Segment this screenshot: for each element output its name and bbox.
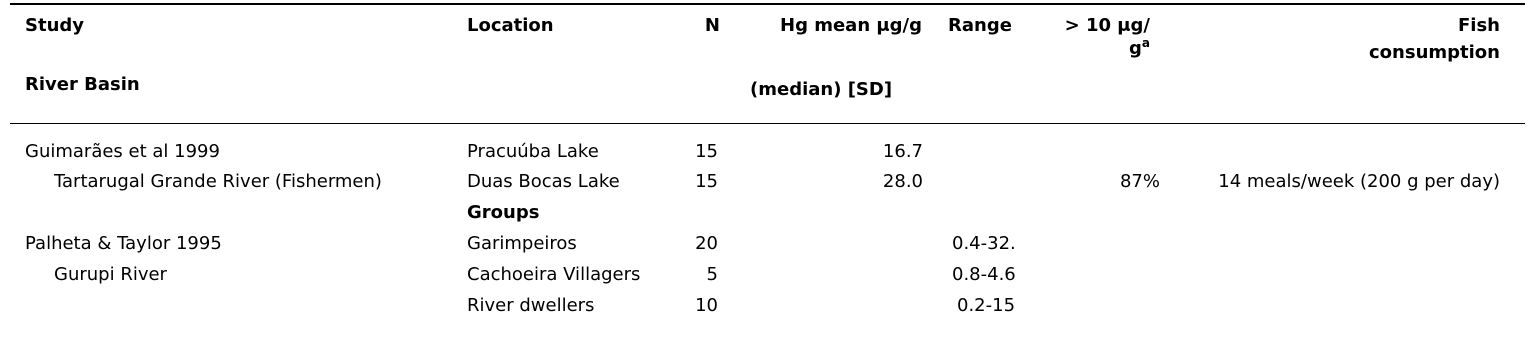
header-location: Location <box>467 15 554 36</box>
cell-n: 20 <box>695 233 718 254</box>
cell-hg-mean: 28.0 <box>882 171 923 192</box>
cell-study: Tartarugal Grande River (Fishermen) <box>54 171 382 192</box>
cell-hg-mean: 16.7 <box>882 141 923 162</box>
cell-over10: 87% <box>1119 171 1160 192</box>
cell-n: 10 <box>695 295 718 316</box>
cell-range: 0.2-15 <box>957 295 1016 316</box>
header-river-basin: River Basin <box>25 74 140 95</box>
cell-location: Garimpeiros <box>467 233 577 254</box>
cell-n: 15 <box>695 141 718 162</box>
cell-study: Guimarães et al 1999 <box>25 141 220 162</box>
cell-location: Duas Bocas Lake <box>467 171 620 192</box>
cell-location: Pracuúba Lake <box>467 141 599 162</box>
cell-n: 5 <box>706 264 718 285</box>
header-over10-line2: $g^a$ <box>1129 36 1150 59</box>
header-range: Range <box>948 15 1012 36</box>
cell-n: 15 <box>695 171 718 192</box>
header-hg-mean-sub: (median) [SD] <box>750 79 893 100</box>
header-fish-line2: consumption <box>1369 42 1500 63</box>
header-over10-line1: > 10 μg/ <box>1064 15 1150 36</box>
cell-study: Palheta & Taylor 1995 <box>25 233 222 254</box>
header-hg-mean: Hg mean μg/g <box>780 15 922 36</box>
header-n: N <box>704 15 720 36</box>
cell-range: 0.4-32. <box>952 233 1016 254</box>
header-bottom-rule <box>10 123 1525 124</box>
header-study: Study <box>25 15 85 36</box>
header-fish-line1: Fish <box>1458 15 1500 36</box>
cell-location-group-label: Groups <box>467 202 540 223</box>
cell-fish: 14 meals/week (200 g per day) <box>1218 171 1500 192</box>
table-top-rule <box>10 3 1525 5</box>
cell-range: 0.8-4.6 <box>952 264 1016 285</box>
cell-location: River dwellers <box>467 295 595 316</box>
cell-study: Gurupi River <box>54 264 167 285</box>
cell-location: Cachoeira Villagers <box>467 264 641 285</box>
